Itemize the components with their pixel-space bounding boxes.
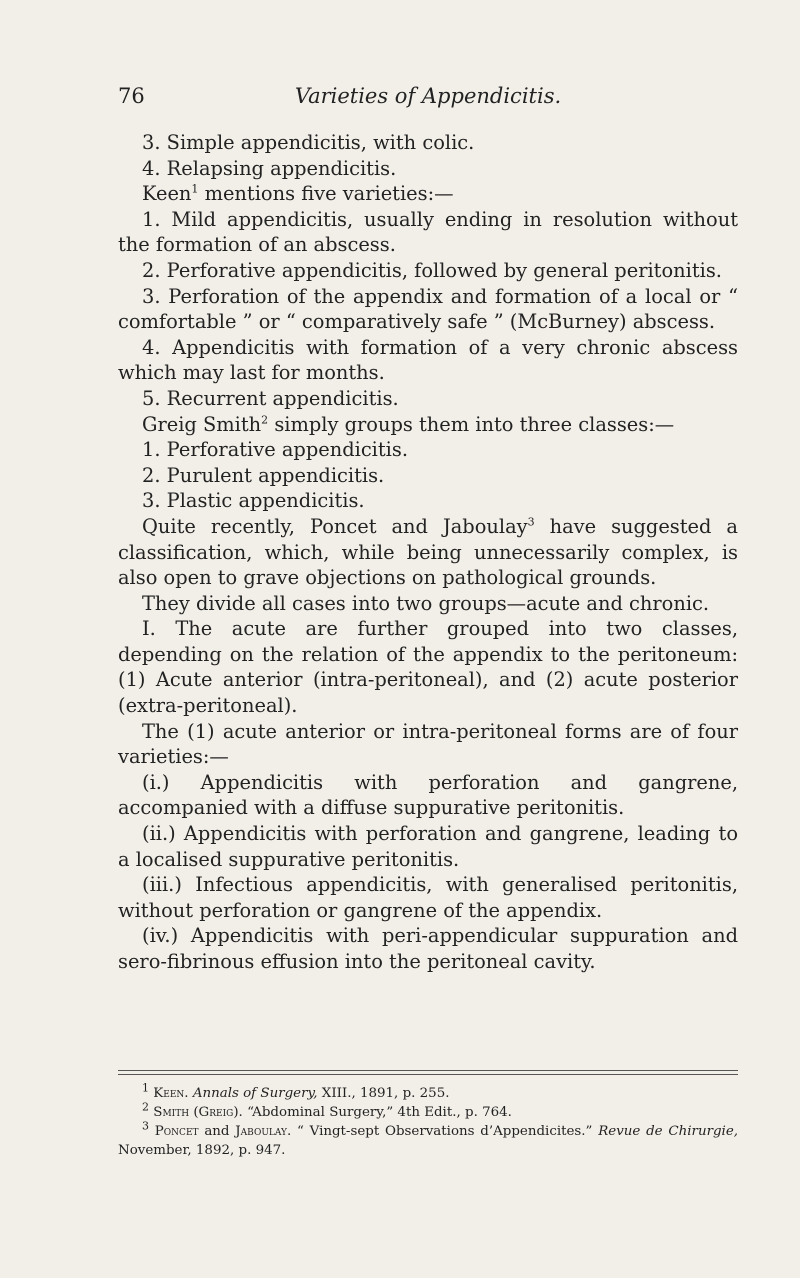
footnote-rule-second [118, 1074, 738, 1075]
page-header [118, 84, 738, 114]
running-title: Varieties of Appendicitis. [294, 84, 562, 108]
paragraph-text: Quite recently, Poncet and Jaboulay [142, 514, 528, 538]
footnote [118, 1119, 739, 1160]
footnote-author: Jaboulay. [235, 1124, 292, 1139]
paragraph: They divide all cases into two groups—acute and chronic. [142, 591, 710, 615]
footnote-rule [118, 1070, 738, 1071]
footnote-mark: 2 [142, 1100, 149, 1114]
paragraph: 3. Perforation of the appendix and formation of a local or “ comfortable ” or “ comparatively safe ” (McBurney) abscess. [118, 284, 738, 334]
paragraph: 5. Recurrent appendicitis. [142, 386, 399, 410]
footnote-author: Keen. [153, 1086, 189, 1101]
footnote-ref: 2 [261, 413, 269, 427]
paragraph: 4. Relapsing appendicitis. [142, 156, 397, 180]
paragraph: (ii.) Appendicitis with perforation and gangrene, leading to a localised suppurative peritonitis. [118, 822, 738, 871]
paragraph: I. The acute are further grouped into two classes, depending on the relation of the appendix to the peritoneum: (1) Acute anterior (intra-peritoneal), and (2) acute posterior (extra-peritoneal). [118, 617, 738, 718]
footnote-author: Smith (Greig). [153, 1105, 243, 1120]
footnote-journal: Annals of Surgery, [192, 1086, 318, 1101]
footnote-text: “Abdominal Surgery,” 4th Edit., p. 764. [242, 1105, 512, 1120]
paragraph: 3. Simple appendicitis, with colic. [142, 131, 475, 154]
footnote-author: Poncet [154, 1124, 199, 1139]
paragraph: 1. Mild appendicitis, usually ending in resolution without the formation of an abscess. [118, 207, 738, 257]
body-text [118, 130, 738, 975]
author-name: Greig Smith [142, 412, 262, 436]
paragraph [118, 514, 738, 591]
footnote [118, 1081, 738, 1103]
footnote [118, 1100, 738, 1122]
paragraph: The (1) acute anterior or intra-peritoneal forms are of four varieties:— [118, 719, 738, 769]
paragraph: 2. Purulent appendicitis. [142, 463, 385, 487]
paragraph: (i.) Appendicitis with perforation and gangrene, accompanied with a diffuse suppurative peritonitis. [118, 770, 738, 820]
footnote-ref: 3 [527, 515, 535, 529]
footnote-mark: 3 [142, 1119, 149, 1133]
author-name: Keen [142, 182, 192, 206]
footnote-journal: Revue de Chirurgie, [598, 1124, 739, 1139]
footnote-text: “ Vingt-sept Observations d’Appendicites.” [291, 1124, 599, 1139]
footnote-mark: 1 [142, 1081, 149, 1095]
paragraph: 3. Plastic appendicitis. [142, 489, 365, 513]
footnotes [118, 1081, 739, 1160]
paragraph-text: simply groups them into three classes:— [268, 412, 675, 436]
footnote-ref: 1 [191, 182, 199, 196]
footnote-text: and [198, 1124, 236, 1139]
page-number: 76 [118, 84, 145, 108]
paragraph: 1. Perforative appendicitis. [142, 438, 408, 462]
footnote-text: XIII., 1891, p. 255. [317, 1086, 450, 1101]
paragraph [118, 181, 738, 207]
footnote-text: November, 1892, p. 947. [118, 1143, 286, 1158]
paragraph: 2. Perforative appendicitis, followed by general peritonitis. [142, 258, 722, 282]
paragraph: 4. Appendicitis with formation of a very chronic abscess which may last for months. [118, 335, 738, 385]
paragraph: (iii.) Infectious appendicitis, with generalised peritonitis, without perforation or gangrene of the appendix. [118, 873, 738, 922]
paragraph-text: have suggested a classification, which, while being unnecessarily complex, is also open to grave objections on pathological grounds. [118, 514, 738, 590]
paragraph [118, 412, 738, 438]
paragraph: (iv.) Appendicitis with peri-appendicular suppuration and sero-fibrinous effusion into the peritoneal cavity. [118, 924, 738, 973]
paragraph-text: mentions five varieties:— [198, 182, 454, 206]
